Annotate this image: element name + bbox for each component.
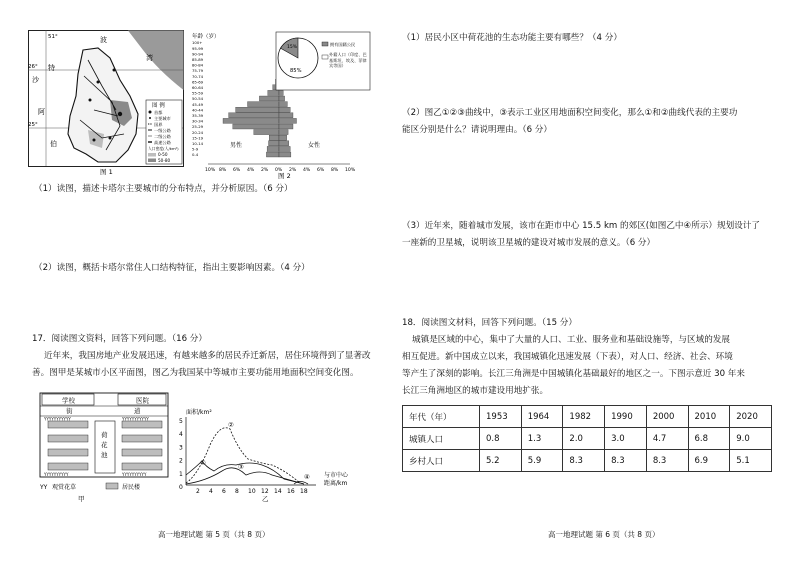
yi-x-tick: 16 — [287, 488, 295, 495]
table-cell: 1990 — [605, 406, 647, 428]
pyramid-bar-male — [236, 107, 279, 112]
table-cell: 3.0 — [605, 428, 647, 450]
yi-y-tick: 0 — [179, 484, 183, 491]
legend-title: 图 例 — [152, 103, 165, 109]
svg-text:YYYYYYYYYYY: YYYYYYYYYYY — [122, 416, 149, 422]
pyramid-female-label: 女性 — [308, 142, 321, 149]
table-cell: 1982 — [563, 406, 605, 428]
pyramid-age-label: 5-9 — [192, 146, 199, 152]
yi-x-tick: 4 — [209, 488, 213, 495]
pie-label-large: 85% — [290, 68, 302, 74]
pyramid-bar-female — [279, 146, 290, 151]
pyramid-age-label: 70-74 — [192, 73, 204, 79]
yi-y-axis-label: 面积/km² — [186, 409, 212, 416]
pyramid-y-axis-label: 年龄（岁） — [192, 34, 220, 40]
question-17-text-line1: 近年来，我国房地产业发展迅速，有越来越多的居民乔迁新居，居住环境得到了显著改 — [44, 351, 371, 361]
legend-road1: 一级公路 — [154, 128, 171, 133]
legend-city: 主要城市 — [154, 116, 171, 121]
pyramid-bar-male — [269, 141, 280, 146]
pyramid-x-tick: 2% — [289, 168, 297, 173]
figure-jia-caption: 甲 — [78, 495, 85, 503]
map-label-sea: 波 — [100, 36, 107, 44]
question-18-text-line4: 长江三角洲地区的城市建设用地扩张。 — [402, 386, 549, 396]
svg-text:YYYYYYYYYY: YYYYYYYYYY — [44, 472, 69, 477]
pyramid-bar-female — [279, 102, 287, 107]
figure1-qatar-map — [28, 30, 188, 176]
pyramid-age-label: 55-59 — [192, 90, 204, 96]
pyramid-bar-male — [254, 130, 279, 135]
question-18-title: 18．阅读图文材料，回答下列问题。（15 分） — [402, 318, 577, 328]
curve-2-label: ② — [228, 421, 234, 429]
population-table — [402, 405, 772, 472]
legend-range2: 50-80 — [158, 158, 171, 163]
pyramid-x-tick: 6% — [317, 168, 325, 173]
table-cell: 9.0 — [730, 428, 772, 450]
curve-3-label: ③ — [238, 463, 244, 471]
pyramid-age-label: 85-89 — [192, 57, 204, 62]
pyramid-bar-female — [279, 135, 287, 140]
pyramid-bar-female — [279, 152, 291, 157]
table-cell: 8.3 — [605, 450, 647, 472]
question-17-2-line1: （2）图乙①②③曲线中，③表示工业区用地面积空间变化，那么①和②曲线代表的主要功 — [402, 108, 738, 118]
pyramid-bar-male — [248, 102, 280, 107]
legend-grass-icon: YY — [40, 484, 48, 491]
footer-left: 高一地理试题 第 5 页（共 8 页） — [158, 530, 270, 539]
pyramid-age-label: 80-84 — [192, 62, 204, 68]
question-18-text-line1: 城镇是区域的中心，集中了大量的人口、工业、服务业和基础设施等，与区域的发展 — [412, 335, 730, 345]
road-label: 道 — [134, 407, 141, 415]
pyramid-age-label: 20-24 — [192, 129, 204, 135]
capital-marker — [118, 112, 122, 116]
table-header-row — [403, 406, 772, 428]
map-lat-26: 26° — [28, 64, 38, 70]
table-cell: 2000 — [646, 406, 688, 428]
pyramid-male-label: 男性 — [230, 142, 243, 149]
legend-road2: 二级公路 — [154, 134, 171, 139]
pyramid-age-label: 65-69 — [192, 79, 204, 85]
pyramid-age-label: 50-54 — [192, 96, 204, 102]
pyramid-x-tick: 4% — [303, 168, 311, 173]
pyramid-age-label: 90-94 — [192, 51, 204, 57]
figure-jia-community-plan — [38, 391, 178, 511]
pyramid-bar-male — [266, 152, 279, 157]
map-lon-51: 51° — [48, 34, 58, 40]
legend-border: 国界 — [154, 122, 163, 127]
pie-label-small: 15% — [287, 45, 298, 50]
curve-4-label: ④ — [304, 473, 310, 481]
question-17-3-line1: （3）近年来，随着城市发展，该市在距市中心 15.5 km 的郊区(如图乙中④所示）规划设计了 — [402, 221, 760, 231]
pyramid-bar-female — [279, 113, 293, 118]
curve-1-label: ① — [200, 459, 206, 467]
pyramid-age-label: 35-39 — [192, 113, 204, 118]
question-17-title: 17．阅读图文资料，回答下列问题。（16 分） — [32, 334, 207, 344]
pyramid-age-label: 10-14 — [192, 141, 204, 146]
yi-x-tick: 14 — [274, 488, 282, 495]
pyramid-age-label: 60-64 — [192, 85, 204, 90]
question-17-1: （1）居民小区中荷花池的生态功能主要有哪些？（4 分） — [402, 33, 622, 43]
pyramid-bar-female — [279, 118, 297, 123]
map-label-te: 特 — [48, 64, 55, 72]
pyramid-bar-male — [259, 96, 279, 101]
table-cell: 5.9 — [521, 450, 563, 472]
table-cell: 0.8 — [480, 428, 522, 450]
question-17-2-line2: 能区分别是什么？请说明理由。（6 分） — [402, 125, 552, 135]
pyramid-bar-male — [229, 113, 279, 118]
pond-char-2: 花 — [101, 441, 108, 449]
pyramid-age-label: 25-29 — [192, 124, 204, 130]
pyramid-x-tick: 10% — [205, 168, 216, 173]
legend-capital: 首都 — [154, 110, 163, 115]
pie-legend-foreign: 外籍人口（印度、巴基斯坦、埃及、菲律宾等国） — [329, 52, 367, 69]
legend-house-label: 居民楼 — [122, 484, 141, 491]
map-lat-25: 25° — [28, 122, 38, 128]
legend-density: 人口密度(人/km²) — [148, 146, 179, 151]
pyramid-age-label: 30-34 — [192, 118, 204, 124]
table-cell: 6.8 — [688, 428, 730, 450]
yi-x-tick: 12 — [261, 488, 269, 495]
pyramid-x-tick: 6% — [233, 168, 241, 173]
yi-x-tick: 2 — [196, 488, 200, 495]
pyramid-bar-female — [279, 130, 288, 135]
pyramid-bar-male — [268, 90, 279, 95]
map-label-bo: 伯 — [50, 140, 57, 148]
yi-x-tick: 6 — [222, 488, 226, 495]
figure2-population-pyramid — [190, 30, 372, 180]
pyramid-age-label: 15-19 — [192, 135, 204, 141]
pyramid-bar-male — [267, 146, 279, 151]
pyramid-age-label: 40-44 — [192, 107, 204, 113]
pyramid-bar-female — [279, 90, 283, 95]
pyramid-x-tick: 4% — [247, 168, 255, 173]
yi-y-tick: 5 — [179, 418, 183, 425]
table-row — [403, 428, 772, 450]
table-cell: 年代（年） — [403, 406, 480, 428]
school-label: 学校 — [62, 396, 75, 405]
table-cell: 1964 — [521, 406, 563, 428]
pyramid-age-label: 0-4 — [192, 152, 199, 158]
question-18-text-line2: 相互促进。新中国成立以来，我国城镇化迅速发展（下表），对人口、经济、社会、环境 — [402, 352, 733, 362]
yi-y-tick: 4 — [179, 431, 183, 439]
figure1-caption: 图 1 — [100, 168, 113, 176]
table-cell: 1953 — [480, 406, 522, 428]
pyramid-x-tick: 10% — [345, 168, 356, 173]
figure-yi-caption: 乙 — [262, 495, 269, 503]
pond-char-3: 池 — [101, 451, 108, 459]
pyramid-age-label: 100+ — [192, 40, 203, 46]
figure-yi-area-distance-chart — [176, 405, 372, 505]
map-label-sha: 沙 — [32, 76, 39, 84]
question-17-3-line2: 一座新的卫星城，说明该卫星城的建设对城市发展的意义。（6 分） — [402, 238, 656, 248]
question-18-text-line3: 等产生了深刻的影响。长江三角洲是中国城镇化基础最好的地区之一。下图示意近 30 年来 — [402, 369, 745, 379]
pyramid-x-tick: 0% — [275, 168, 283, 173]
question-17-text-line2: 善。图甲是某城市小区平面图，图乙为我国某中等城市主要功能用地面积空间变化图。 — [32, 368, 359, 378]
curve-2 — [186, 428, 300, 483]
table-cell: 8.3 — [563, 450, 605, 472]
table-cell: 5.1 — [730, 450, 772, 472]
yi-x-tick: 18 — [300, 488, 308, 495]
yi-x-tick: 10 — [248, 488, 256, 495]
legend-highway: 高速公路 — [154, 140, 171, 145]
table-cell: 1.3 — [521, 428, 563, 450]
legend-house-swatch — [106, 483, 118, 489]
legend-range1: 0-50 — [158, 152, 168, 157]
table-cell: 乡村人口 — [403, 450, 480, 472]
pyramid-bar-female — [279, 124, 293, 129]
table-cell: 6.9 — [688, 450, 730, 472]
table-cell: 城镇人口 — [403, 428, 480, 450]
pyramid-bar-female — [279, 107, 290, 112]
yi-x-axis-label-line1: 与市中心 — [324, 472, 349, 479]
svg-text:YYYYYYYYYY: YYYYYYYYYY — [122, 472, 147, 477]
table-cell: 5.2 — [480, 450, 522, 472]
pyramid-bar-female — [279, 141, 289, 146]
pyramid-bar-male — [233, 124, 279, 129]
question-16-1: （1）读图，描述卡塔尔主要城市的分布特点，并分析原因。（6 分） — [34, 184, 293, 194]
pie-legend-citizens: 拥有国籍公民 — [330, 42, 356, 47]
table-cell: 2020 — [730, 406, 772, 428]
table-cell: 8.3 — [646, 450, 688, 472]
legend-grass-label: 观赏花草 — [52, 484, 77, 491]
map-label-a: 阿 — [38, 108, 45, 116]
pyramid-bar-female — [279, 96, 285, 101]
yi-y-tick: 3 — [179, 444, 183, 452]
pyramid-bar-male — [223, 118, 279, 123]
table-cell: 2.0 — [563, 428, 605, 450]
pyramid-age-label: 45-49 — [192, 101, 204, 107]
pyramid-x-tick: 8% — [219, 168, 227, 173]
curve-3 — [186, 468, 304, 484]
footer-right: 高一地理试题 第 6 页（共 8 页） — [548, 530, 660, 539]
pyramid-x-tick: 2% — [261, 168, 269, 173]
yi-x-axis-label-line2: 距离/km — [324, 480, 348, 487]
yi-x-tick: 8 — [235, 488, 239, 495]
pyramid-bar-male — [269, 135, 279, 140]
table-row — [403, 450, 772, 472]
pond-char-1: 荷 — [101, 431, 108, 439]
svg-text:YYYYYYYYYYY: YYYYYYYYYYY — [44, 416, 71, 422]
hospital-label: 医院 — [136, 396, 149, 405]
pyramid-age-label: 75-79 — [192, 68, 204, 74]
pyramid-age-label: 95-99 — [192, 45, 204, 51]
yi-y-tick: 1 — [179, 470, 183, 478]
question-16-2: （2）读图，概括卡塔尔常住人口结构特征，指出主要影响因素。（4 分） — [34, 263, 310, 273]
street-label: 街 — [66, 407, 73, 415]
yi-y-tick: 2 — [179, 457, 183, 465]
table-cell: 2010 — [688, 406, 730, 428]
pyramid-x-tick: 8% — [331, 168, 339, 173]
table-cell: 4.7 — [646, 428, 688, 450]
figure2-caption: 图 2 — [278, 172, 291, 180]
map-label-gulf: 湾 — [146, 54, 153, 62]
